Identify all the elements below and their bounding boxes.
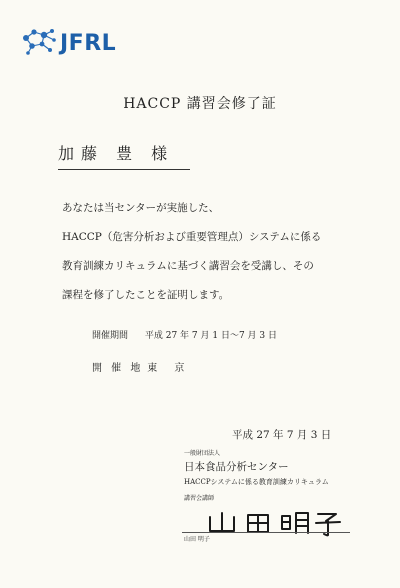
issuer-program: HACCPシステムに係る教育訓練カリキュラム <box>184 478 329 486</box>
recipient-name: 加藤 豊 様 <box>58 141 190 170</box>
corp-type: 一般財団法人 <box>184 450 221 457</box>
issue-date: 平成 27 年 7 月 3 日 <box>232 429 332 441</box>
session-period <box>92 328 277 341</box>
venue-label: 開 催 地 <box>92 363 144 374</box>
session-venue <box>92 359 191 374</box>
issuer-organization: 日本食品分析センター <box>184 461 289 473</box>
body-line: あなたは当センターが実施した、 <box>62 202 220 214</box>
body-line: HACCP（危害分析および重要管理点）システムに係る <box>62 231 322 243</box>
body-line: 課程を修了したことを証明します。 <box>62 289 230 301</box>
certificate-body <box>62 194 382 310</box>
body-line: 教育訓練カリキュラムに基づく講習会を受講し、その <box>62 260 314 272</box>
issuer-role: 講習会講師 <box>184 495 215 502</box>
issuer-block <box>184 449 329 503</box>
signer-name: 山田 明子 <box>184 536 210 543</box>
venue-value: 東 京 <box>147 363 192 374</box>
molecule-network-logo-icon <box>20 26 60 56</box>
period-label: 開催期間 <box>92 331 129 341</box>
signature-line <box>182 532 350 533</box>
certificate-title: HACCP 講習会修了証 <box>123 96 277 112</box>
logo-text: JFRL <box>60 31 117 56</box>
jfrl-logo <box>20 26 130 56</box>
period-value: 平成 27 年 7 月 1 日〜7 月 3 日 <box>144 331 277 341</box>
